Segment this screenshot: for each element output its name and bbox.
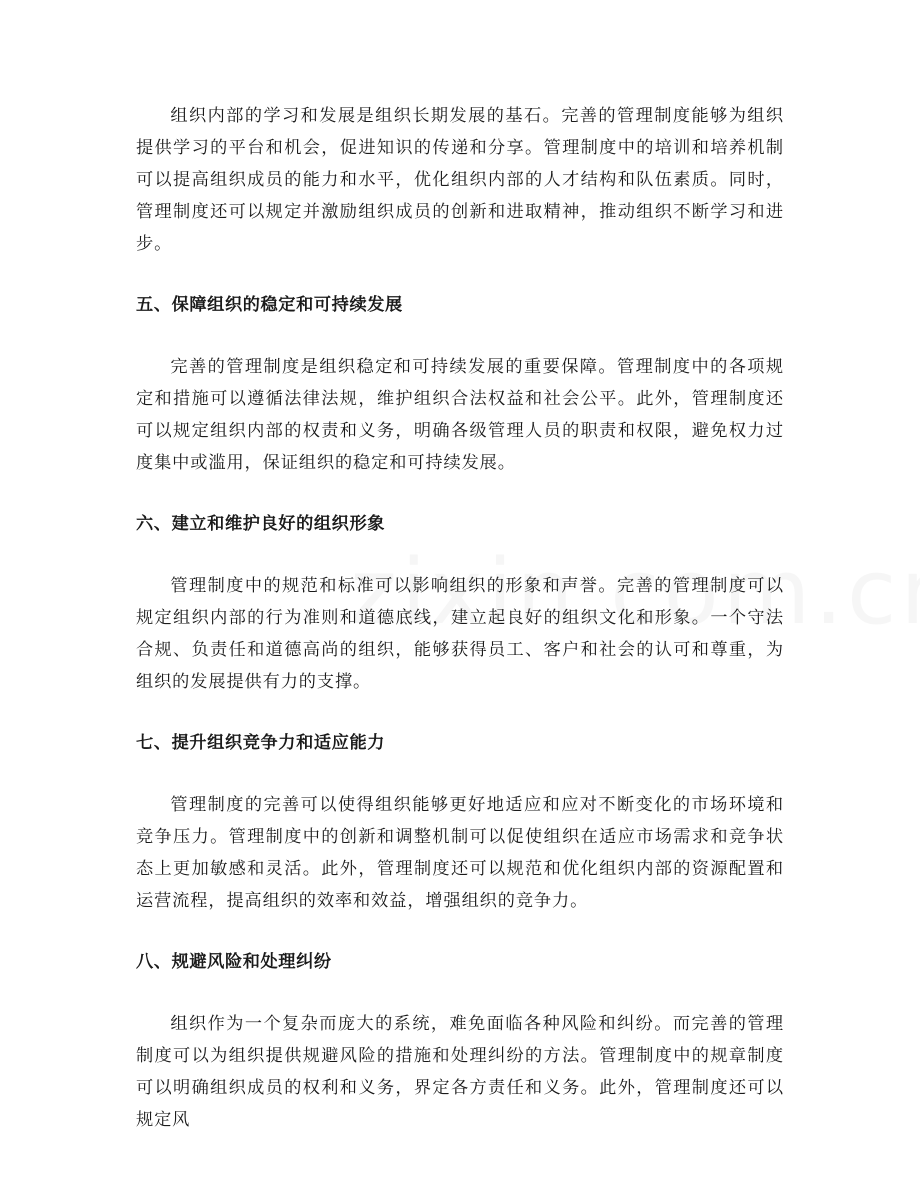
section-heading-6: 六、建立和维护良好的组织形象	[136, 514, 386, 534]
paragraph-stability: 完善的管理制度是组织稳定和可持续发展的重要保障。管理制度中的各项规定和措施可以遵循法律法规，维护组织合法权益和社会公平。此外，管理制度还可以规定组织内部的权责和义务，明确各级管理人员的职责和权限，避免权力过度集中或滥用，保证组织的稳定和可持续发展。	[136, 357, 784, 473]
paragraph-competitiveness: 管理制度的完善可以使得组织能够更好地适应和应对不断变化的市场环境和竞争压力。管理制度中的创新和调整机制可以促使组织在适应市场需求和竞争状态上更加敏感和灵活。此外，管理制度还可以规范和优化组织内部的资源配置和运营流程，提高组织的效率和效益，增强组织的竞争力。	[136, 795, 784, 911]
paragraph-learning: 组织内部的学习和发展是组织长期发展的基石。完善的管理制度能够为组织提供学习的平台和机会，促进知识的传递和分享。管理制度中的培训和培养机制可以提高组织成员的能力和水平，优化组织内部的人才结构和队伍素质。同时，管理制度还可以规定并激励组织成员的创新和进取精神，推动组织不断学习和进步。	[136, 106, 784, 254]
paragraph-risk: 组织作为一个复杂而庞大的系统，难免面临各种风险和纠纷。而完善的管理制度可以为组织提供规避风险的措施和处理纠纷的方法。管理制度中的规章制度可以明确组织成员的权利和义务，界定各方责任和义务。此外，管理制度还可以规定风	[136, 1014, 784, 1130]
document-body	[136, 100, 784, 1136]
section-heading-8: 八、规避风险和处理纠纷	[136, 952, 332, 972]
paragraph-image: 管理制度中的规范和标准可以影响组织的形象和声誉。完善的管理制度可以规定组织内部的行为准则和道德底线，建立起良好的组织文化和形象。一个守法合规、负责任和道德高尚的组织，能够获得员工、客户和社会的认可和尊重，为组织的发展提供有力的支撑。	[136, 576, 784, 692]
section-heading-7: 七、提升组织竞争力和适应能力	[136, 733, 386, 753]
section-heading-5: 五、保障组织的稳定和可持续发展	[136, 295, 403, 315]
